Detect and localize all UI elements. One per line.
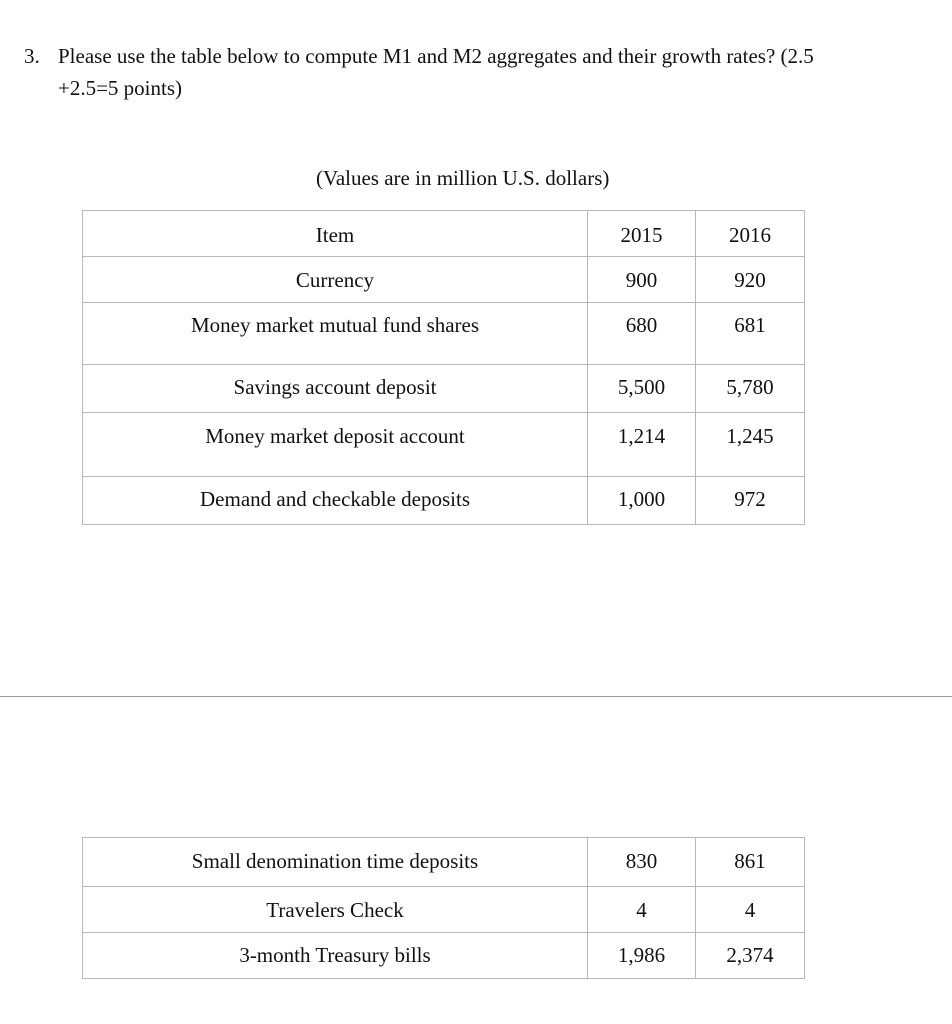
row-value-2016: 972 [696, 477, 805, 525]
table-row [83, 413, 805, 477]
row-value-2015: 5,500 [588, 365, 696, 413]
row-value-2015: 1,986 [588, 933, 696, 979]
row-value-2015: 680 [588, 303, 696, 365]
row-item: 3-month Treasury bills [83, 933, 588, 979]
header-2016: 2016 [696, 211, 805, 257]
row-item: Savings account deposit [83, 365, 588, 413]
table-header-row [83, 211, 805, 257]
row-value-2016: 861 [696, 838, 805, 887]
table-row [83, 887, 805, 933]
header-item: Item [83, 211, 588, 257]
page-divider [0, 696, 952, 697]
row-item: Money market mutual fund shares [83, 303, 588, 365]
row-value-2016: 2,374 [696, 933, 805, 979]
row-value-2015: 830 [588, 838, 696, 887]
row-item: Money market deposit account [83, 413, 588, 477]
header-2015: 2015 [588, 211, 696, 257]
row-value-2015: 900 [588, 257, 696, 303]
table-row [83, 365, 805, 413]
row-item: Demand and checkable deposits [83, 477, 588, 525]
row-item: Currency [83, 257, 588, 303]
row-item: Small denomination time deposits [83, 838, 588, 887]
question-text [58, 40, 918, 104]
money-supply-table-bottom [82, 837, 805, 979]
table-row [83, 933, 805, 979]
row-item: Travelers Check [83, 887, 588, 933]
question-number: 3. [24, 44, 40, 68]
row-value-2016: 920 [696, 257, 805, 303]
row-value-2015: 1,000 [588, 477, 696, 525]
table-caption: (Values are in million U.S. dollars) [316, 166, 610, 190]
row-value-2016: 1,245 [696, 413, 805, 477]
table-row [83, 477, 805, 525]
row-value-2015: 1,214 [588, 413, 696, 477]
money-supply-table-top [82, 210, 805, 525]
row-value-2016: 4 [696, 887, 805, 933]
row-value-2016: 5,780 [696, 365, 805, 413]
question-line-2: +2.5=5 points) [58, 76, 183, 100]
row-value-2016: 681 [696, 303, 805, 365]
table-row [83, 838, 805, 887]
table-row [83, 303, 805, 365]
question-line-1: Please use the table below to compute M1 and M2 aggregates and their growth rates? (2.5 [58, 44, 814, 68]
row-value-2015: 4 [588, 887, 696, 933]
table-row [83, 257, 805, 303]
